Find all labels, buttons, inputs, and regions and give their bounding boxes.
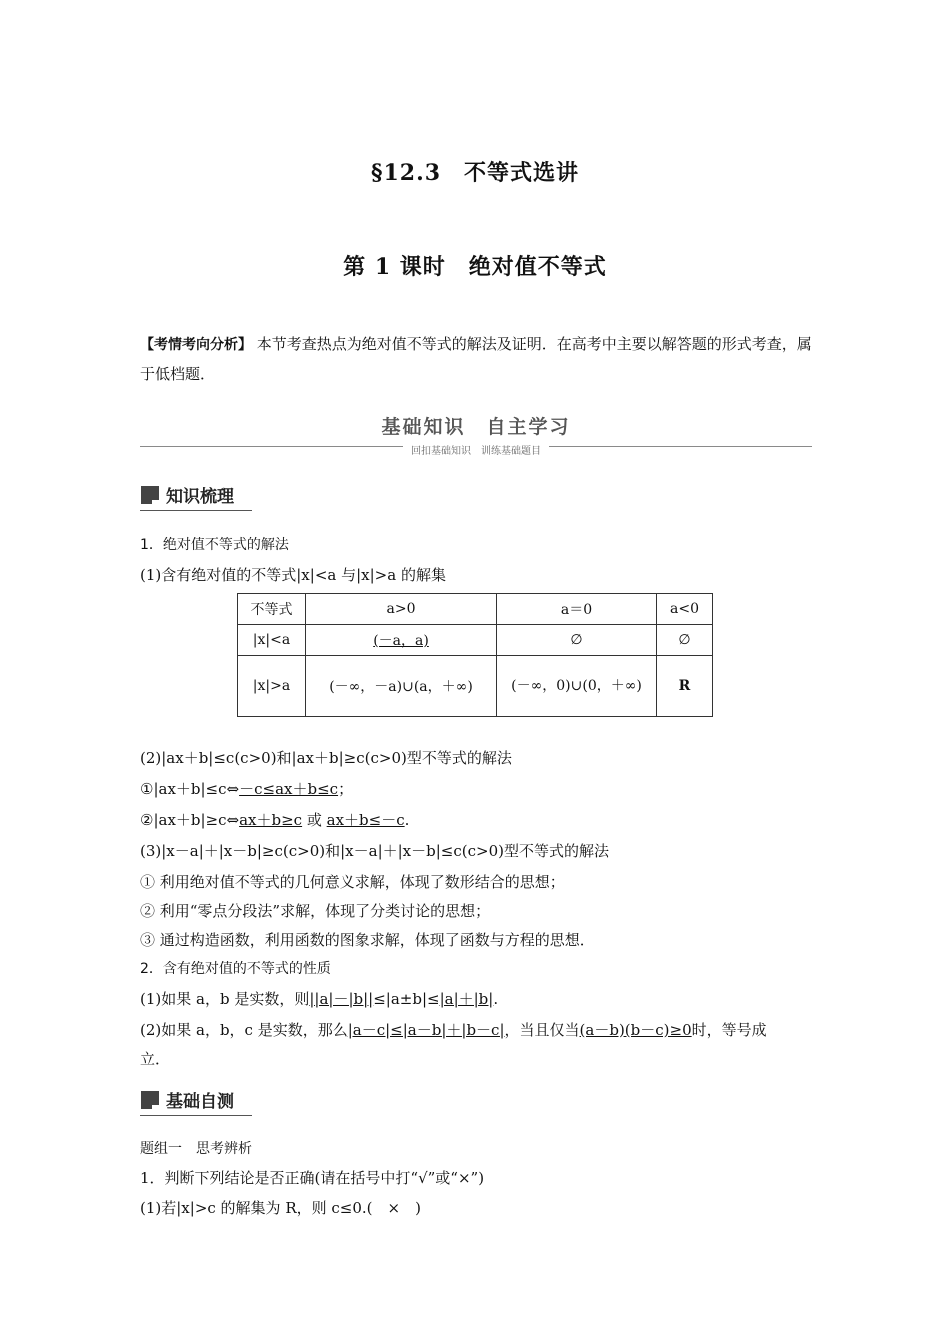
- item1-heading: 1．绝对值不等式的解法: [140, 537, 289, 553]
- analysis-paragraph: [140, 330, 812, 389]
- solution-table: [237, 593, 713, 717]
- group-heading: 题组一 思考辨析: [140, 1141, 252, 1157]
- analysis-text: 本节考查热点为绝对值不等式的解法及证明．在高考中主要以解答题的形式考查，属于低档题．: [140, 335, 812, 383]
- table-cell: (－∞，0)∪(0，＋∞): [497, 656, 657, 717]
- banner: [140, 410, 812, 460]
- section-header-selftest: [140, 1087, 252, 1116]
- analysis-label: 【考情考向分析】: [140, 337, 252, 353]
- table-header: a＝0: [497, 594, 657, 625]
- section-title: §12.3 不等式选讲: [370, 160, 580, 186]
- table-cell: |x|<a: [238, 625, 306, 656]
- property-2-cont: 立．: [140, 1050, 171, 1068]
- square-icon: [141, 1091, 159, 1109]
- square-icon: [141, 486, 159, 504]
- item2-heading: 2．含有绝对值的不等式的性质: [140, 961, 331, 977]
- paragraph-2: (2)|ax＋b|≤c(c>0)和|ax＋b|≥c(c>0)型不等式的解法: [140, 749, 512, 767]
- table-cell: ∅: [657, 625, 713, 656]
- table-header: 不等式: [238, 594, 306, 625]
- section-label: 知识梳理: [166, 487, 234, 507]
- paragraph-3-3: ③ 通过构造函数，利用函数的图象求解，体现了函数与方程的思想．: [140, 931, 595, 949]
- question-1: 1．判断下列结论是否正确(请在括号中打“√”或“×”): [140, 1169, 485, 1187]
- section-label: 基础自测: [166, 1092, 234, 1112]
- table-header: a<0: [657, 594, 713, 625]
- paragraph-2-2: ②|ax＋b|≥c⇔ax＋b≥c 或 ax＋b≤－c.: [140, 811, 410, 829]
- table-header: a>0: [306, 594, 497, 625]
- lesson-title: 第 1 课时 绝对值不等式: [343, 254, 607, 280]
- paragraph-3: (3)|x－a|＋|x－b|≥c(c>0)和|x－a|＋|x－b|≤c(c>0)型不等式的解法: [140, 842, 609, 860]
- paragraph-2-1: ①|ax＋b|≤c⇔－c≤ax＋b≤c；: [140, 780, 354, 798]
- table-cell: |x|>a: [238, 656, 306, 717]
- table-cell: (－∞，－a)∪(a，＋∞): [306, 656, 497, 717]
- property-1: (1)如果 a，b 是实数，则||a|－|b||≤|a±b|≤|a|＋|b|.: [140, 990, 499, 1008]
- table-cell: ∅: [497, 625, 657, 656]
- table-cell: (－a，a): [306, 625, 497, 656]
- property-2: (2)如果 a，b，c 是实数，那么|a－c|≤|a－b|＋|b－c|，当且仅当(a－b)(b－c)≥0时，等号成: [140, 1021, 767, 1039]
- paragraph-1: (1)含有绝对值的不等式|x|<a 与|x|>a 的解集: [140, 566, 446, 584]
- table-cell: R: [657, 656, 713, 717]
- banner-subtitle: 回扣基础知识 训练基础题目: [140, 439, 812, 458]
- question-1-1: (1)若|x|>c 的解集为 R，则 c≤0.( × ): [140, 1199, 421, 1217]
- section-header-knowledge: [140, 482, 252, 511]
- paragraph-3-1: ① 利用绝对值不等式的几何意义求解，体现了数形结合的思想；: [140, 873, 565, 891]
- banner-title: 基础知识 自主学习: [381, 416, 571, 438]
- paragraph-3-2: ② 利用“零点分段法”求解，体现了分类讨论的思想；: [140, 902, 491, 920]
